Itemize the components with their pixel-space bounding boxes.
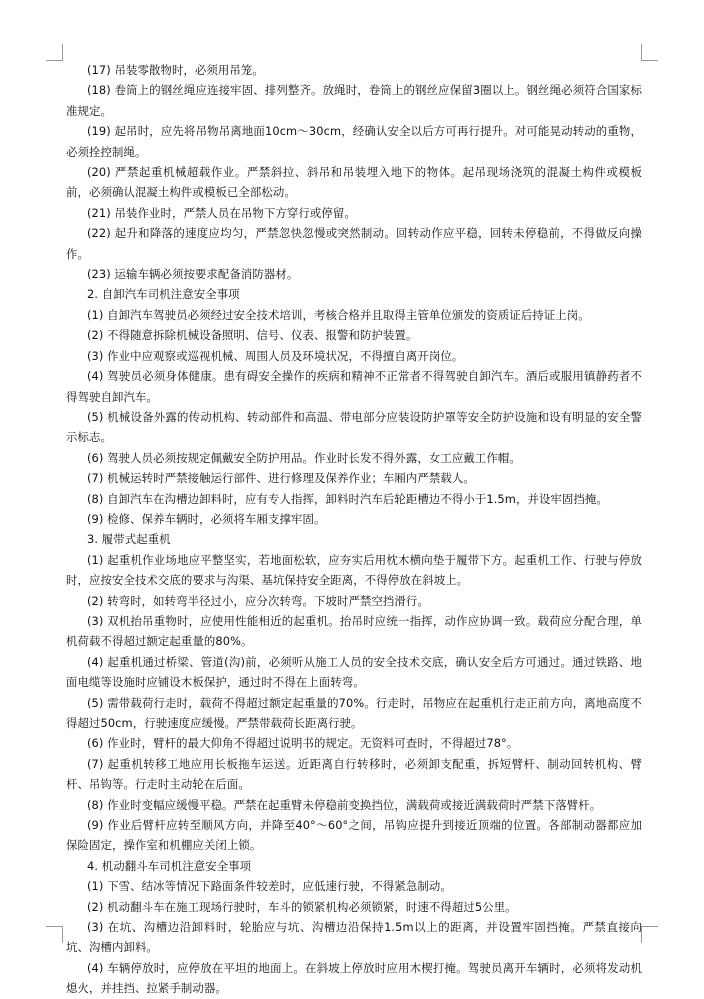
paragraph-dump-5: (5) 机械设备外露的传动机构、转动部件和高温、带电部分应装设防护罩等安全防护设施和设有明显的安全警示标志。 [66, 409, 642, 445]
paragraph-dumper-4: (4) 车辆停放时，应停放在平坦的地面上。在斜坡上停放时应用木楔打掩。驾驶员离开车辆时，必须将发动机熄火，并挂挡、拉紧手制动器。 [66, 960, 642, 996]
paragraph-dump-8: (8) 自卸汽车在沟槽边卸料时，应有专人指挥，卸料时汽车后轮距槽边不得小于1.5m，并设牢固挡掩。 [87, 491, 608, 506]
paragraph-crane-19: (19) 起吊时，应先将吊物吊离地面10cm～30cm，经确认安全以后方可再行提升。对可能晃动转动的重物，必须拴控制绳。 [66, 124, 642, 159]
paragraph-dumper-1: (1) 下雪、结冰等情况下路面条件较差时，应低速行驶，不得紧急制动。 [87, 879, 452, 894]
paragraph-crawler-1: (1) 起重机作业场地应平整坚实，若地面松软，应夯实后用枕木横向垫于履带下方。起重机工作、行驶与停放时，应按安全技术交底的要求与沟渠、基坑保持安全距离，不得停放在斜坡上。 [66, 552, 642, 588]
paragraph-crawler-9: (9) 作业后臂杆应转至顺风方向，并降至40°～60°之间，吊钩应提升到接近顶端的位置。各部制动器都应加保险固定，操作室和机棚应关闭上锁。 [66, 818, 642, 853]
paragraph-crawler-4: (4) 起重机通过桥梁、管道(沟)前，必须听从施工人员的安全技术交底，确认安全后方可通过。通过铁路、地面电缆等设施时应铺设木板保护，通过时不得在上面转弯。 [66, 654, 642, 690]
paragraph-crawler-2: (2) 转弯时，如转弯半径过小，应分次转弯。下坡时严禁空挡滑行。 [87, 593, 429, 608]
paragraph-crane-18: (18) 卷筒上的钢丝绳应连接牢固、排列整齐。放绳时，卷筒上的钢丝应保留3圈以上。钢丝绳必须符合国家标准规定。 [66, 83, 642, 118]
paragraph-dump-3: (3) 作业中应观察或巡视机械、周围人员及环境状况，不得擅自离开岗位。 [87, 348, 464, 363]
paragraph-dump-7: (7) 机械运转时严禁接触运行部件、进行修理及保养作业；车厢内严禁载人。 [87, 471, 475, 486]
paragraph-dump-2: (2) 不得随意拆除机械设备照明、信号、仪表、报警和防护装置。 [87, 328, 418, 343]
paragraph-crane-23: (23) 运输车辆必须按要求配备消防器材。 [87, 267, 299, 282]
paragraph-dump-6: (6) 驾驶人员必须按规定佩戴安全防护用品。作业时长发不得外露，女工应戴工作帽。 [87, 450, 521, 465]
crop-mark-top-right [641, 44, 658, 61]
paragraph-crane-17: (17) 吊装零散物时，必须用吊笼。 [87, 63, 264, 77]
paragraph-dump-1: (1) 自卸汽车驾驶员必须经过安全技术培训，考核合格并且取得主管单位颁发的资质证后持证上岗。 [87, 307, 590, 322]
paragraph-crawler-7: (7) 起重机转移工地应用长板拖车运送。近距离自行转移时，必须卸支配重，拆短臂杆、制动回转机构、臂杆、吊钩等。行走时主动轮在后面。 [66, 756, 642, 792]
document-body [66, 60, 642, 999]
paragraph-dumper-3: (3) 在坑、沟槽边沿卸料时，轮胎应与坑、沟槽边沿保持1.5m以上的距离，并设置牢固挡掩。严禁直接向坑、沟槽内卸料。 [66, 920, 642, 955]
paragraph-dumper-2: (2) 机动翻斗车在施工现场行驶时，车斗的锁紧机构必须锁紧，时速不得超过5公里。 [87, 899, 517, 914]
crop-mark-top-left [46, 44, 63, 61]
paragraph-crawler-6: (6) 作业时，臂杆的最大仰角不得超过说明书的规定。无资料可查时，不得超过78°。 [87, 736, 519, 751]
section-heading-dump-truck: 2. 自卸汽车司机注意安全事项 [87, 287, 240, 302]
paragraph-crawler-3: (3) 双机抬吊重物时，应使用性能相近的起重机。抬吊时应统一指挥，动作应协调一致。载荷应分配合理，单机荷载不得超过额定起重量的80%。 [66, 613, 642, 649]
paragraph-crane-21: (21) 吊装作业时，严禁人员在吊物下方穿行或停留。 [87, 205, 356, 220]
paragraph-crawler-8: (8) 作业时变幅应缓慢平稳。严禁在起重臂未停稳前变换挡位，满载荷或接近满载荷时严禁下落臂杆。 [87, 797, 602, 812]
crop-mark-bottom-right [641, 926, 658, 943]
crop-mark-bottom-left [46, 926, 63, 943]
paragraph-crane-22: (22) 起升和降落的速度应均匀，严禁忽快忽慢或突然制动。回转动作应平稳，回转未停稳前，不得做反向操作。 [66, 226, 642, 261]
paragraph-crawler-5: (5) 需带载荷行走时，载荷不得超过额定起重量的70%。行走时，吊物应在起重机行走正前方向，离地高度不得超过50cm，行驶速度应缓慢。严禁带载荷长距离行驶。 [66, 695, 642, 730]
paragraph-dump-9: (9) 检修、保养车辆时，必须将车厢支撑牢固。 [87, 511, 326, 526]
paragraph-dump-4: (4) 驾驶员必须身体健康。患有碍安全操作的疾病和精神不正常者不得驾驶自卸汽车。酒后或服用镇静药者不得驾驶自卸汽车。 [66, 369, 642, 404]
paragraph-crane-20: (20) 严禁起重机械超载作业。严禁斜拉、斜吊和吊装埋入地下的物体。起吊现场浇筑的混凝土构件或模板前，必须确认混凝土构件或模板已全部松动。 [66, 165, 642, 200]
section-heading-crawler-crane: 3. 履带式起重机 [87, 532, 171, 547]
section-heading-dumper: 4. 机动翻斗车司机注意安全事项 [87, 858, 252, 873]
